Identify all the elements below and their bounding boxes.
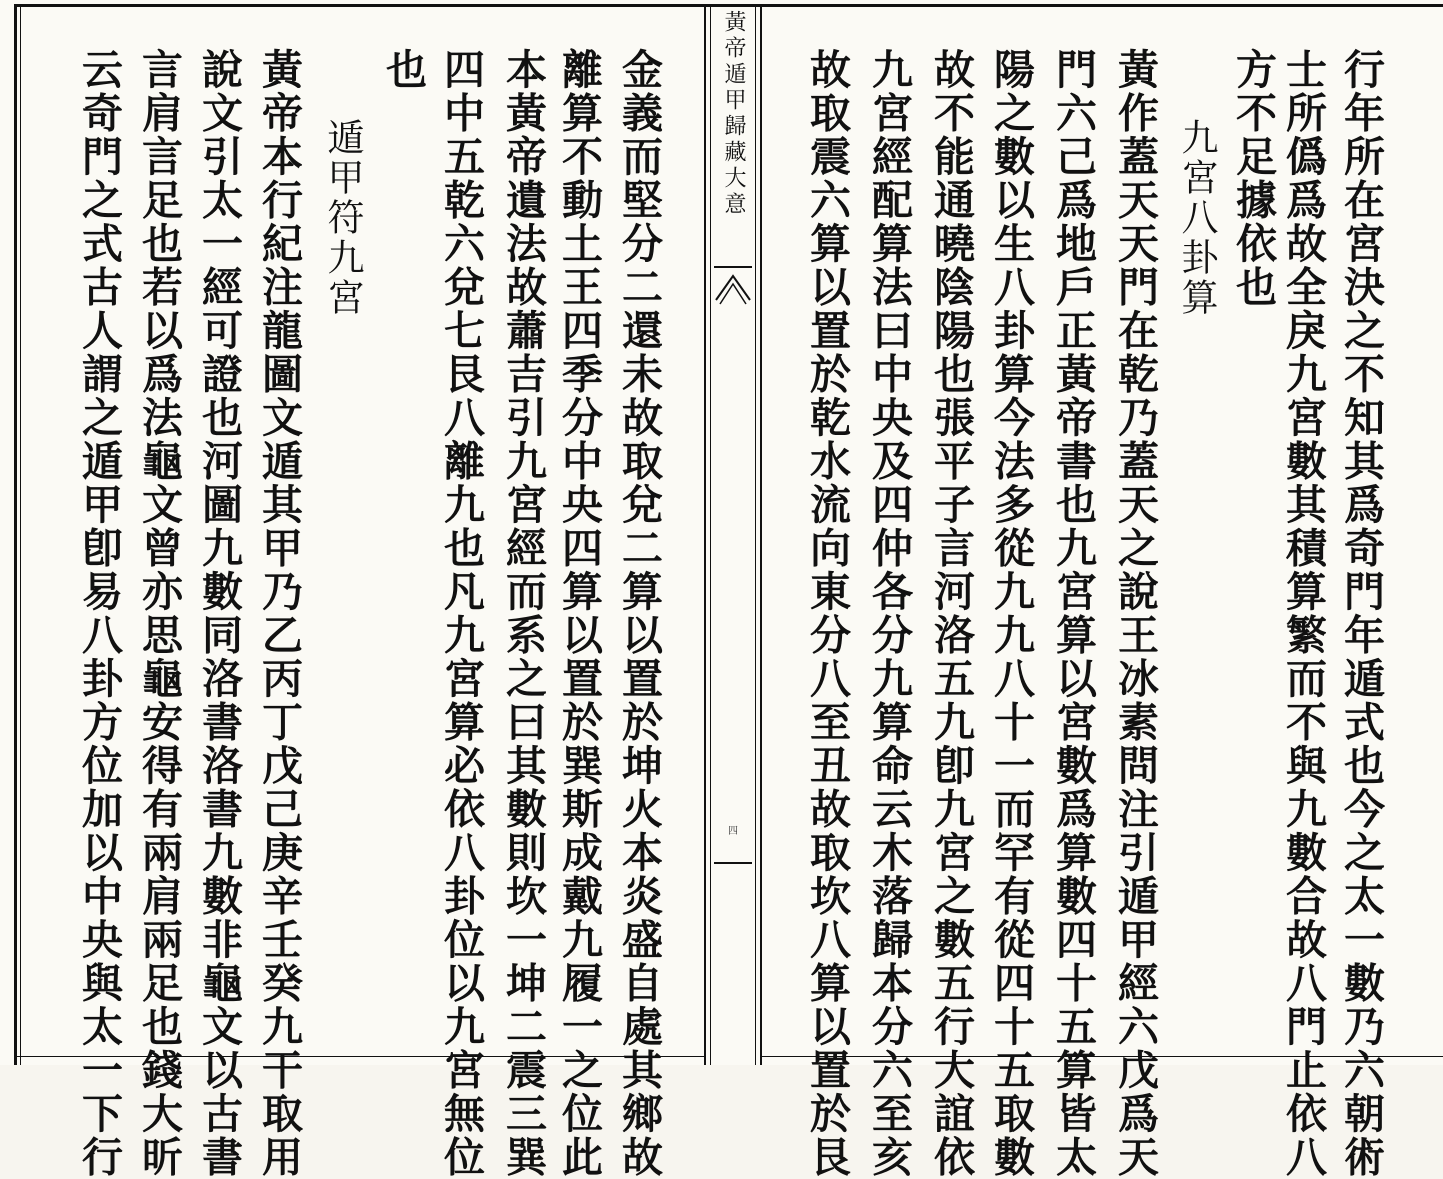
text-column: 行年所在宮決之不知其爲奇門年遁式也今之太一數乃六朝術 [1337,48,1385,1179]
center-gutter [704,4,762,1065]
text-column: 金義而堅分二還未故取兌二算以置於坤火本炎盛自處其鄉故 [615,48,663,1179]
text-column: 也 [379,48,427,92]
text-column: 云奇門之式古人謂之遁甲卽易八卦方位加以中央與太一下行 [75,48,123,1179]
text-column: 門六己爲地戶正黃帝書也九宮算以宮數爲算數四十五算皆太 [1049,48,1097,1179]
page-frame-left [14,4,17,1065]
text-column: 故取震六算以置於乾水流向東分八至丑故取坎八算以置於艮 [803,48,851,1179]
section-heading: 遁甲符九宮 [321,118,364,318]
text-column: 士所僞爲故全戾九宮數其積算繁而不與九數合故八門止依八 [1279,48,1327,1179]
text-column: 故不能通曉陰陽也張平子言河洛五九卽九宮之數五行大誼依 [927,48,975,1179]
text-column: 陽之數以生八卦算今法多從九九八十一而罕有從四十五取數 [987,48,1035,1179]
book-title: 黃帝遁甲歸藏大意 [721,10,746,218]
section-heading: 九宮八卦算 [1175,118,1218,318]
text-column: 說文引太一經可證也河圖九數同洛書洛書九數非龜文以古書 [195,48,243,1179]
gutter-rule-bottom [714,862,752,864]
page-number: 四 [728,826,738,837]
text-column: 四中五乾六兌七艮八離九也凡九宮算必依八卦位以九宮無位 [437,48,485,1179]
text-column: 九宮經配算法曰中央及四仲各分九算命云木落歸本分六至亥 [865,48,913,1179]
page-frame-left-inner [20,4,21,1065]
text-column: 方不足據依也 [1229,48,1277,309]
text-column: 言肩言足也若以爲法龜文曾亦思龜安得有兩肩兩足也錢大昕 [135,48,183,1179]
text-column: 黃作蓋天天門在乾乃蓋天之說王冰素問注引遁甲經六戊爲天 [1111,48,1159,1179]
text-column: 本黃帝遺法故蕭吉引九宮經而系之曰其數則坎一坤二震三巽 [499,48,547,1179]
text-column: 離算不動土王四季分中央四算以置於巽斯成戴九履一之位此 [555,48,603,1179]
fishtail-mark-icon [714,266,752,306]
text-column: 黃帝本行紀注龍圖文遁其甲乃乙丙丁戊己庚辛壬癸九干取用 [255,48,303,1179]
